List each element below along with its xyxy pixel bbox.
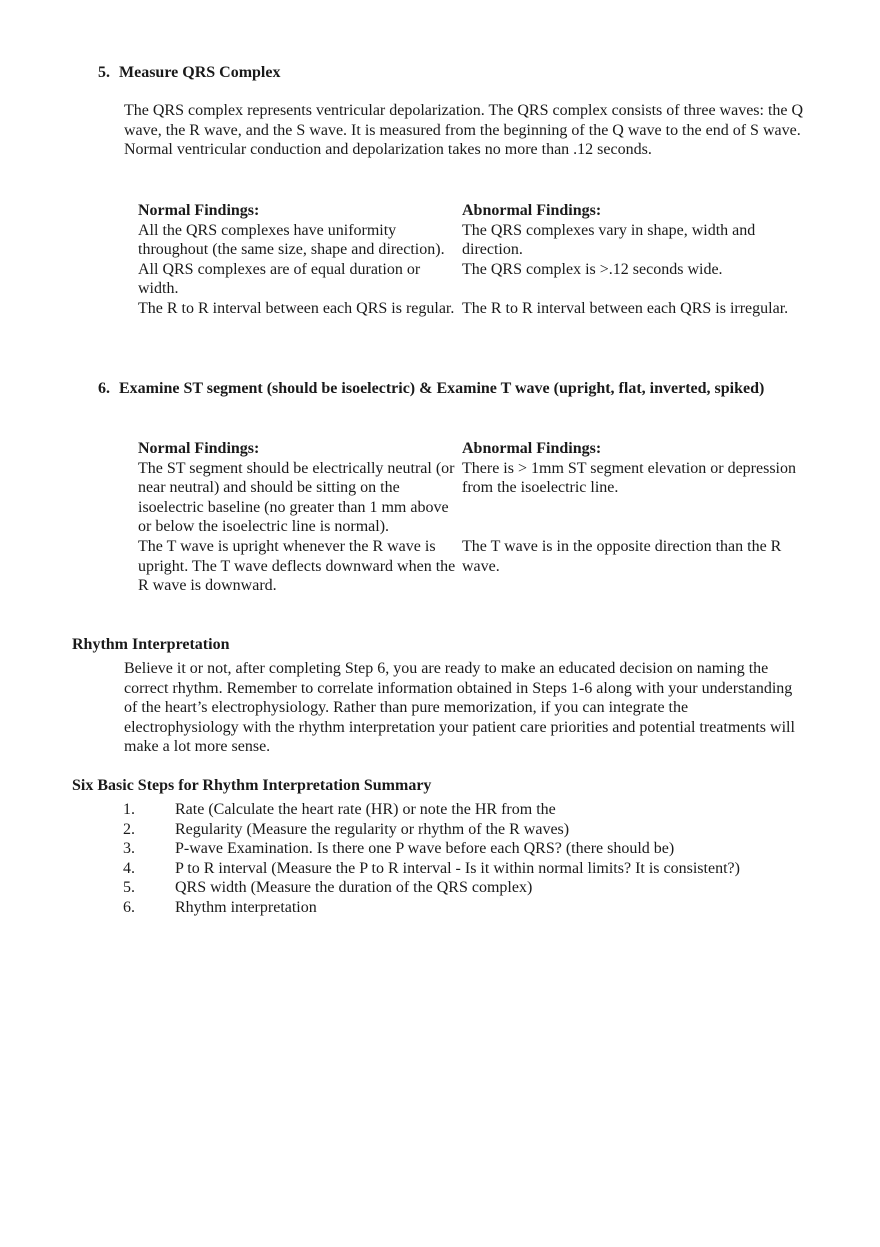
list-item — [123, 800, 843, 820]
step-number: 5. — [123, 879, 135, 897]
step-number: 2. — [123, 820, 135, 838]
rhythm-interpretation-paragraph: Believe it or not, after completing Step 6, you are ready to make an educated decision on naming the correct rhythm. Remember to correlate information obtained in Steps 1-6 along with your understanding of the heart’s electrophysiology. Rather than pure memorization, if you can integrate the electrophysiology with the rhythm interpretation your patient care priorities and potential treatments will make a lot more sense. — [124, 660, 795, 756]
section-5-number: 5. — [98, 64, 110, 81]
section-6-number: 6. — [98, 380, 110, 397]
step-number: 4. — [123, 859, 135, 877]
step-number: 6. — [123, 898, 135, 916]
normal-finding: The R to R interval between each QRS is regular. — [138, 299, 455, 317]
normal-finding: The ST segment should be electrically neutral (or near neutral) and should be sitting on the isoelectric baseline (no greater than 1 mm above or below the isoelectric line is normal). — [138, 459, 455, 536]
section-5-title: Measure QRS Complex — [119, 64, 281, 81]
list-item — [123, 839, 843, 859]
abnormal-findings-heading: Abnormal Findings: — [462, 440, 602, 457]
section-6-heading — [98, 379, 778, 399]
list-item — [123, 859, 843, 879]
step-text: P-wave Examination. Is there one P wave before each QRS? (there should be) — [175, 840, 675, 858]
rhythm-interpretation-heading: Rhythm Interpretation — [72, 636, 230, 653]
list-item — [123, 898, 843, 918]
list-item — [123, 820, 843, 840]
step-number: 3. — [123, 840, 135, 858]
abnormal-findings-heading: Abnormal Findings: — [462, 202, 602, 219]
section-6-findings-table — [138, 439, 802, 596]
step-text: Rhythm interpretation — [175, 898, 317, 916]
section-5-paragraph: The QRS complex represents ventricular depolarization. The QRS complex consists of three waves: the Q wave, the R wave, and the S wave. It is measured from the beginning of the Q wave to the end of S wave. Normal ventricular conduction and depolarization takes no more than .12 seconds. — [124, 102, 804, 159]
section-5-heading — [98, 63, 280, 83]
abnormal-finding: The QRS complex is >.12 seconds wide. — [462, 260, 723, 278]
section-5-findings-table — [138, 201, 802, 319]
abnormal-finding: The T wave is in the opposite direction than the R wave. — [462, 537, 782, 575]
normal-findings-heading: Normal Findings: — [138, 202, 260, 219]
section-6-title: Examine ST segment (should be isoelectric) & Examine T wave (upright, flat, inverted, spiked) — [119, 380, 765, 397]
step-text: Rate (Calculate the heart rate (HR) or note the HR from the — [175, 801, 556, 818]
abnormal-finding: There is > 1mm ST segment elevation or depression from the isoelectric line. — [462, 459, 796, 497]
step-text: P to R interval (Measure the P to R interval - Is it within normal limits? It is consistent?) — [175, 859, 740, 877]
summary-heading: Six Basic Steps for Rhythm Interpretation Summary — [72, 777, 432, 794]
step-text: QRS width (Measure the duration of the QRS complex) — [175, 879, 533, 897]
normal-finding: All the QRS complexes have uniformity throughout (the same size, shape and direction). — [138, 221, 445, 259]
normal-finding: All QRS complexes are of equal duration or width. — [138, 260, 421, 298]
normal-finding: The T wave is upright whenever the R wave is upright. The T wave deflects downward when the R wave is downward. — [138, 537, 456, 595]
normal-findings-heading: Normal Findings: — [138, 440, 260, 457]
abnormal-finding: The QRS complexes vary in shape, width and direction. — [462, 221, 756, 259]
list-item — [123, 878, 843, 898]
summary-steps-list — [123, 800, 843, 918]
step-number: 1. — [123, 801, 135, 818]
abnormal-finding: The R to R interval between each QRS is irregular. — [462, 299, 789, 317]
step-text: Regularity (Measure the regularity or rhythm of the R waves) — [175, 820, 570, 838]
